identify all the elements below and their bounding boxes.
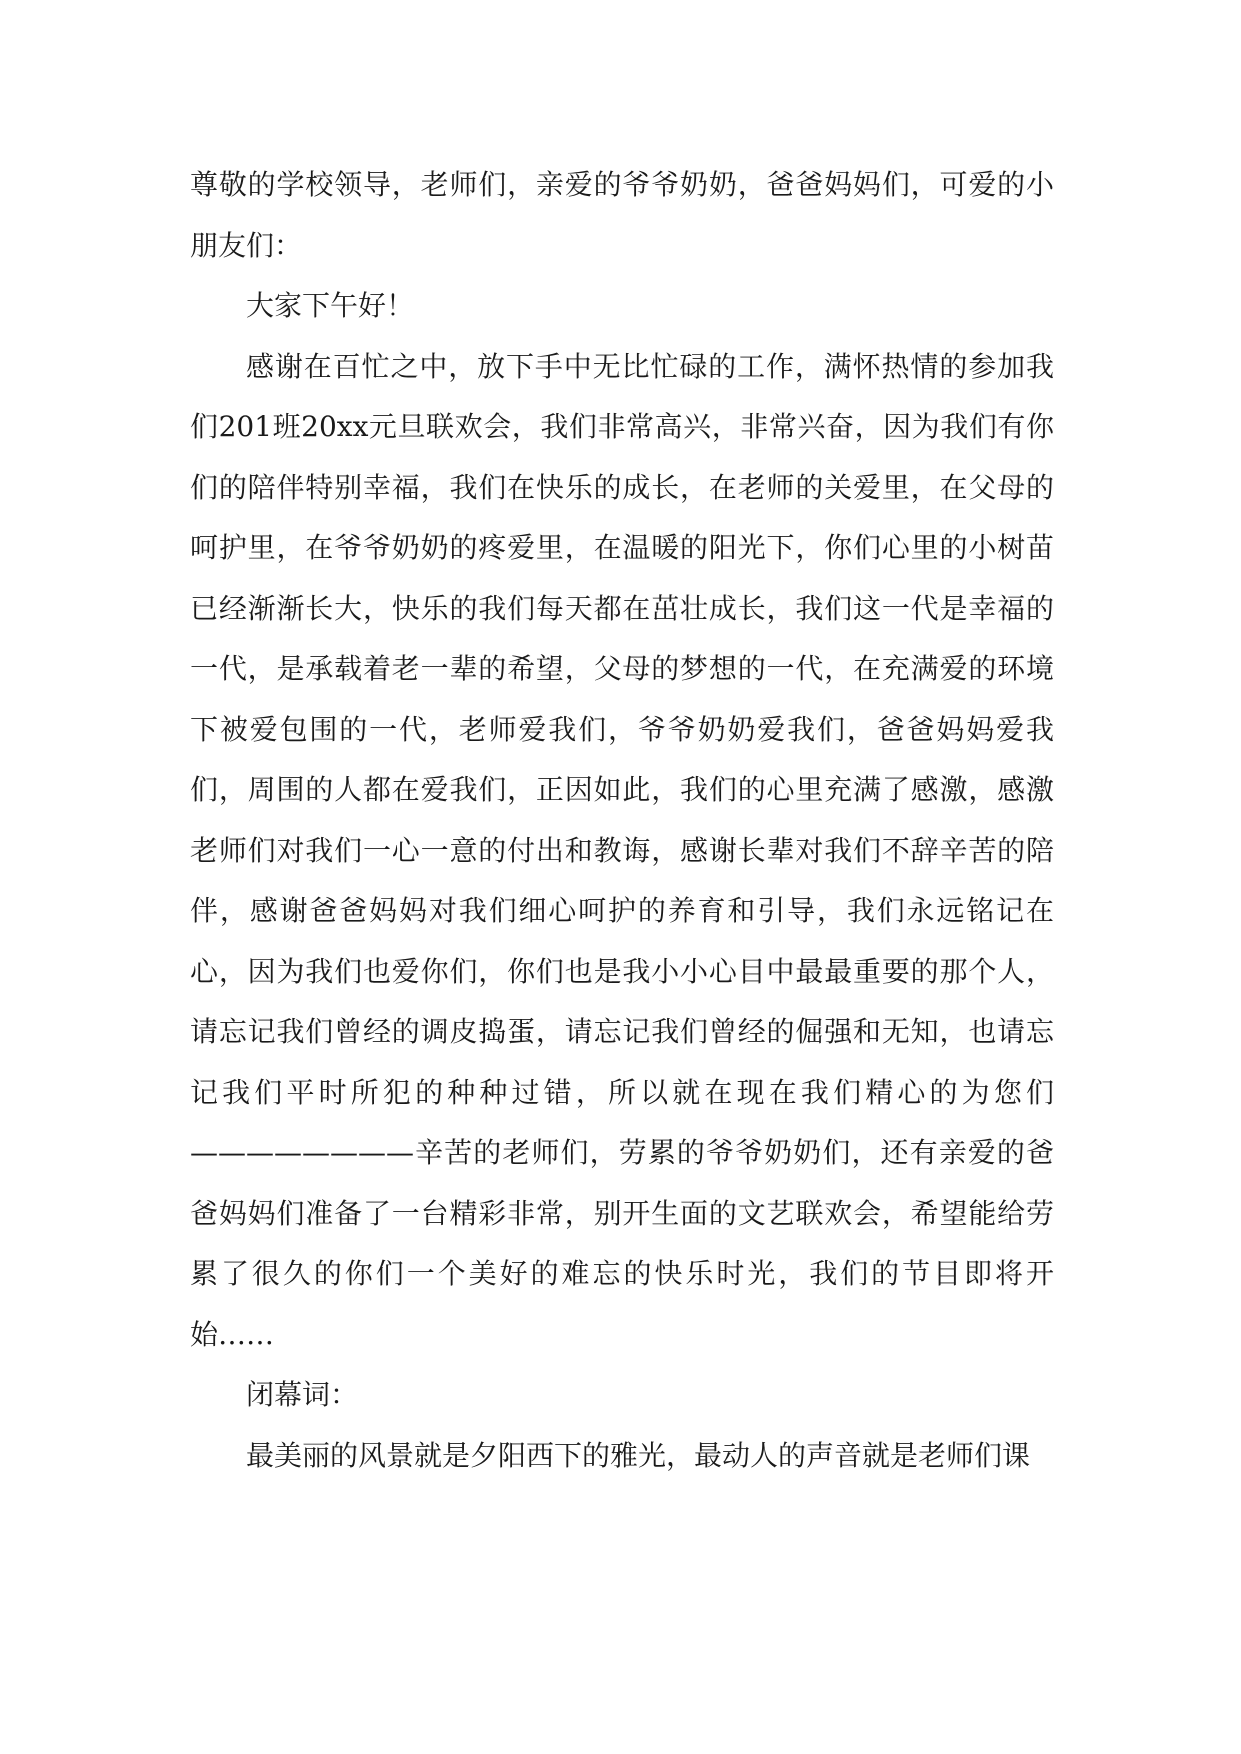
document-body — [190, 155, 1054, 1486]
closing-heading: 闭幕词： — [246, 1378, 359, 1411]
opening-speech-paragraph: 感谢在百忙之中，放下手中无比忙碌的工作，满怀热情的参加我们201班20xx元旦联欢会，我们非常高兴，非常兴奋，因为我们有你们的陪伴特别幸福，我们在快乐的成长，在老师的关爱里，在父母的呵护里，在爷爷奶奶的疼爱里，在温暖的阳光下，你们心里的小树苗已经渐渐长大，快乐的我们每天都在茁壮成长，我们这一代是幸福的一代，是承载着老一辈的希望，父母的梦想的一代，在充满爱的环境下被爱包围的一代，老师爱我们，爷爷奶奶爱我们，爸爸妈妈爱我们，周围的人都在爱我们，正因如此，我们的心里充满了感激，感激老师们对我们一心一意的付出和教诲，感谢长辈对我们不辞辛苦的陪伴，感谢爸爸妈妈对我们细心呵护的养育和引导，我们永远铭记在心，因为我们也爱你们，你们也是我小小心目中最最重要的那个人，请忘记我们曾经的调皮捣蛋，请忘记我们曾经的倔强和无知，也请忘记我们平时所犯的种种过错，所以就在现在我们精心的为您们————————辛苦的老师们，劳累的爷爷奶奶们，还有亲爱的爸爸妈妈们准备了一台精彩非常，别开生面的文艺联欢会，希望能给劳累了很久的你们一个美好的难忘的快乐时光，我们的节目即将开始…… — [190, 349, 1054, 1351]
salutation-paragraph: 大家下午好！ — [246, 289, 415, 322]
greeting-paragraph: 尊敬的学校领导，老师们，亲爱的爷爷奶奶，爸爸妈妈们，可爱的小朋友们： — [190, 168, 1054, 262]
closing-speech-paragraph: 最美丽的风景就是夕阳西下的雅光，最动人的声音就是老师们课 — [246, 1438, 1031, 1472]
